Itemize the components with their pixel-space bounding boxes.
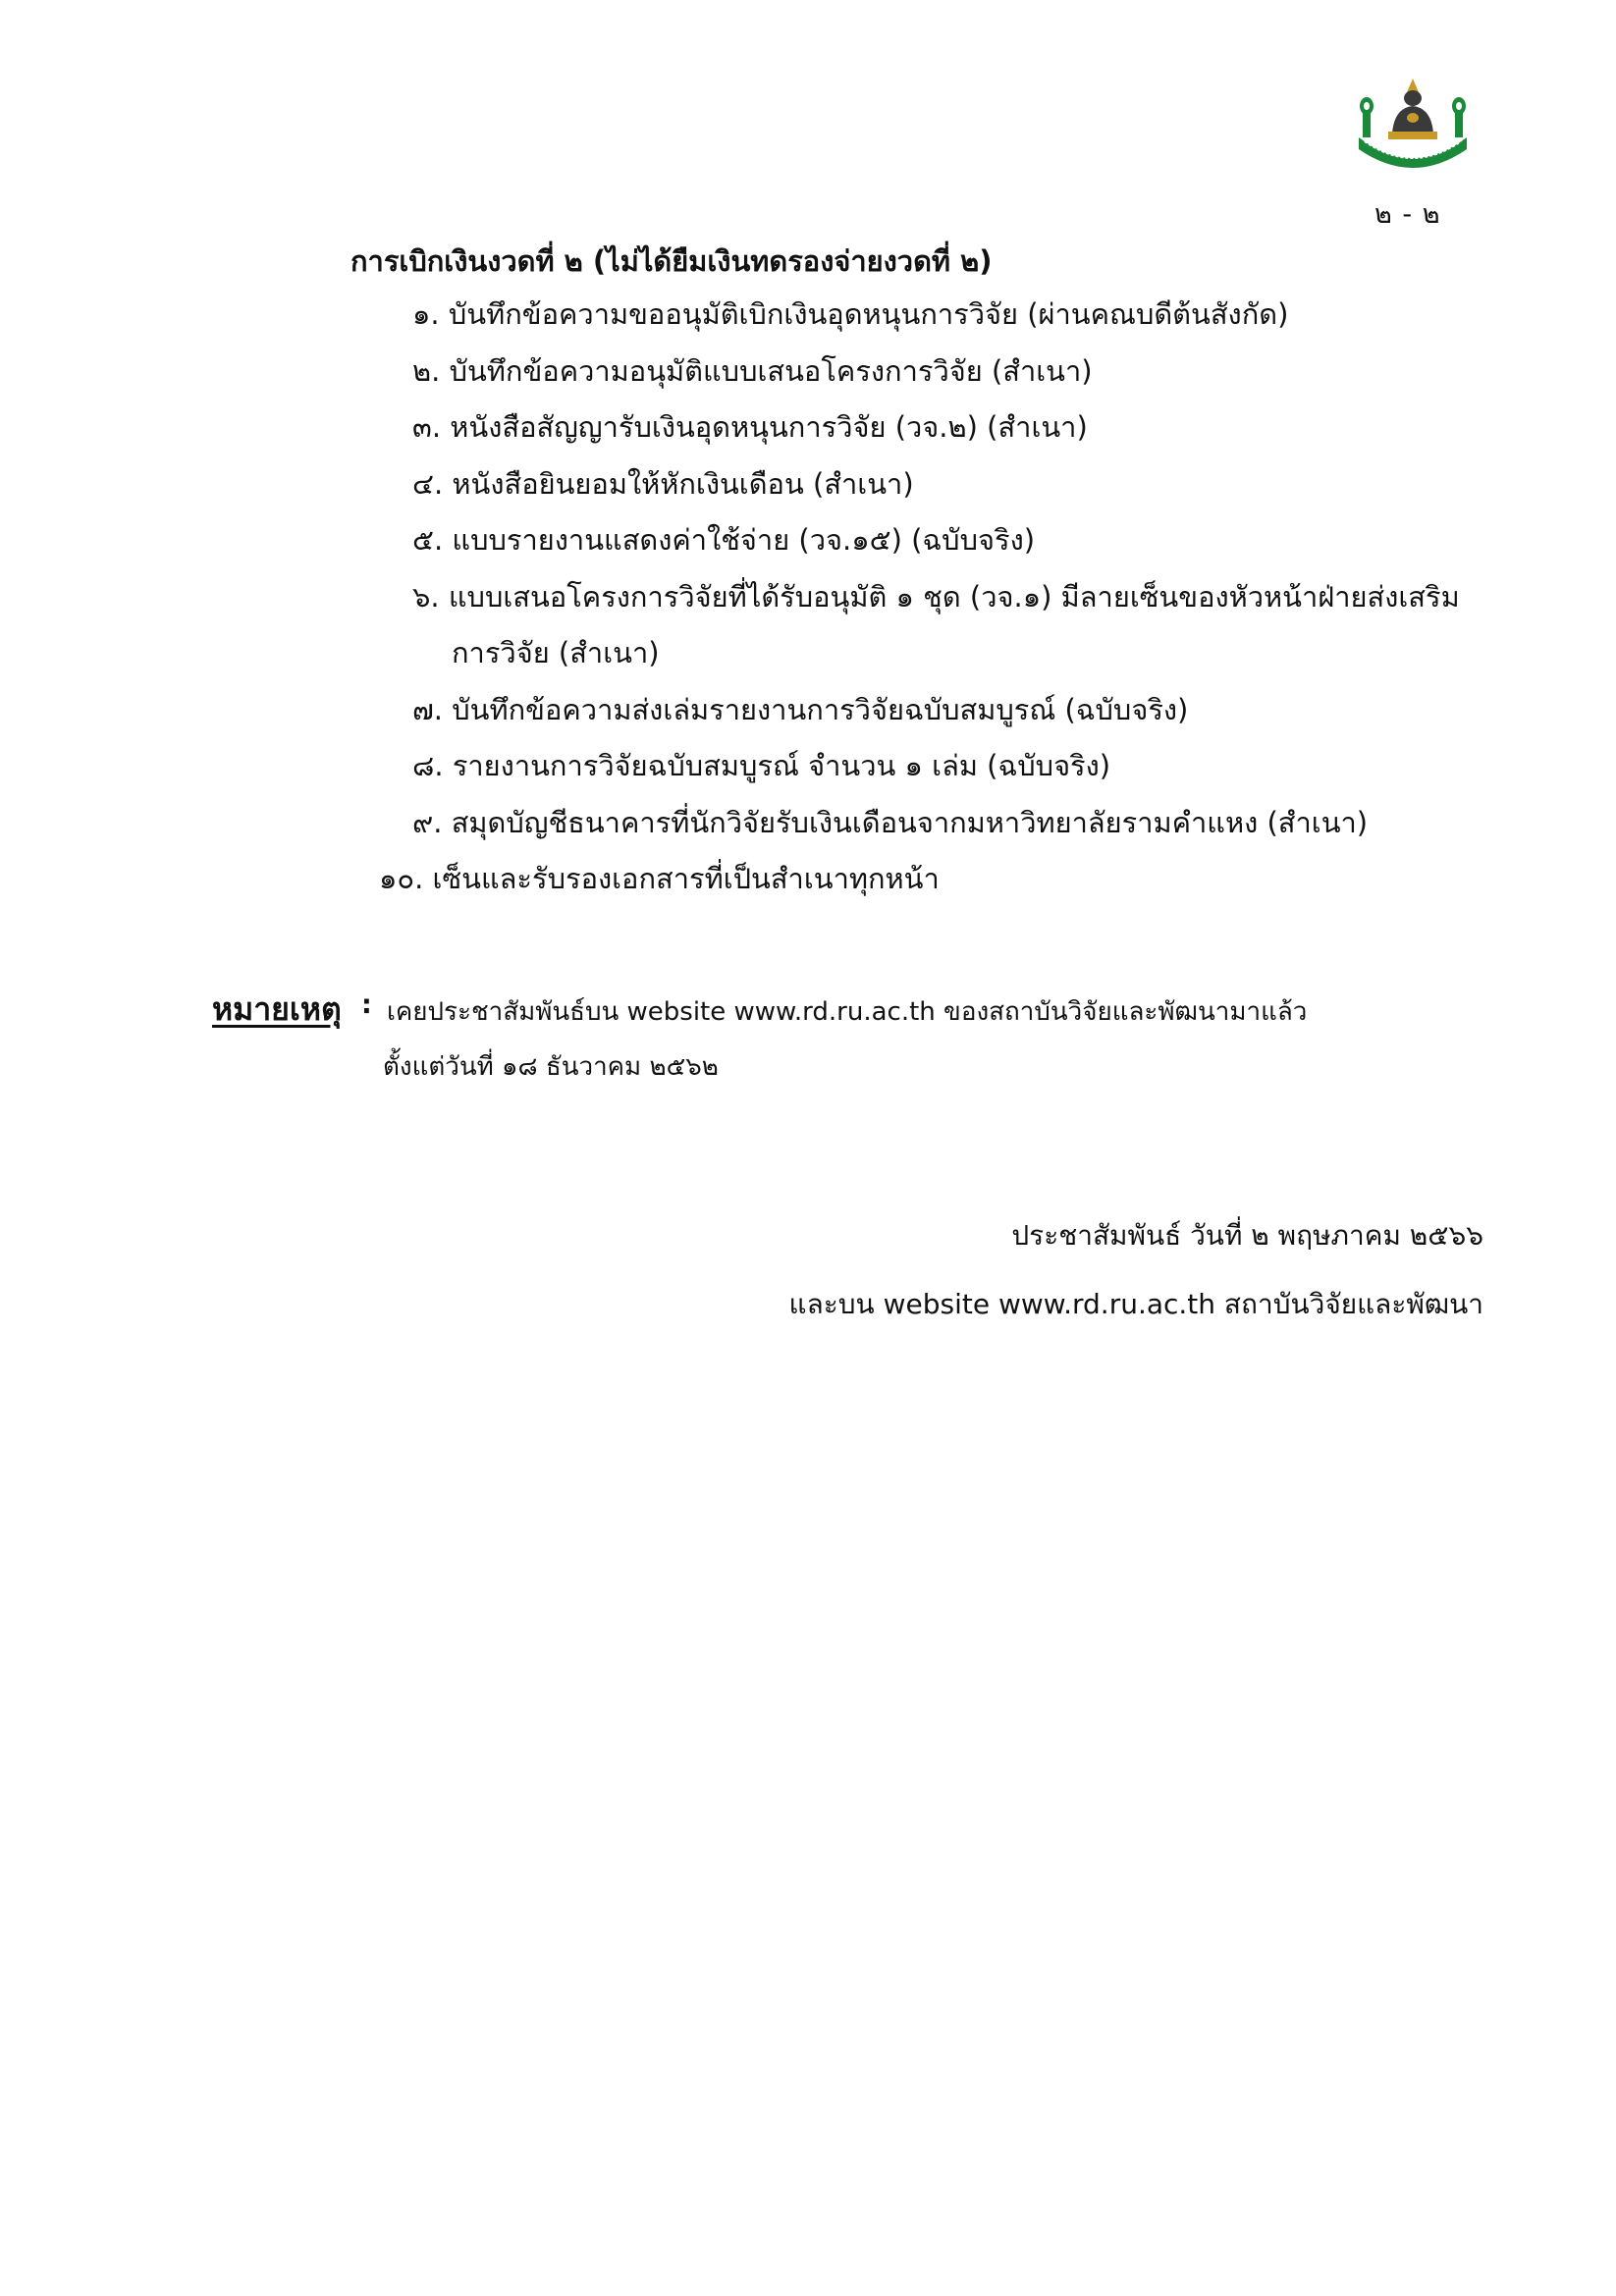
- list-item: ๓. หนังสือสัญญารับเงินอุดหนุนการวิจัย (วจ.๒) (สำเนา): [412, 410, 1088, 444]
- list-item: ๕. แบบรายงานแสดงค่าใช้จ่าย (วจ.๑๕) (ฉบับจริง): [412, 523, 1036, 557]
- list-item: ๑. บันทึกข้อความขออนุมัติเบิกเงินอุดหนุนการวิจัย (ผ่านคณบดีต้นสังกัด): [412, 297, 1289, 331]
- note-label: หมายเหตุ: [212, 990, 342, 1028]
- list-item: ๑๐. เซ็นและรับรองเอกสารที่เป็นสำเนาทุกหน้า: [379, 862, 940, 895]
- requirements-list: [0, 0, 1616, 942]
- page-number: ๒ - ๒: [1374, 199, 1441, 230]
- section-title: การเบิกเงินงวดที่ ๒ (ไม่ได้ยืมเงินทดรองจ่ายงวดที่ ๒): [350, 244, 993, 278]
- list-item: ๖. แบบเสนอโครงการวิจัยที่ได้รับอนุมัติ ๑ ชุด (วจ.๑) มีลายเซ็นของหัวหน้าฝ่ายส่งเสริม: [412, 580, 1460, 614]
- note-line-2: ตั้งแต่วันที่ ๑๘ ธันวาคม ๒๕๖๒: [383, 1052, 719, 1082]
- note-colon: :: [361, 989, 372, 1020]
- list-item: ๗. บันทึกข้อความส่งเล่มรายงานการวิจัยฉบับสมบูรณ์ (ฉบับจริง): [412, 693, 1189, 726]
- list-item-continuation: การวิจัย (สำเนา): [452, 636, 660, 669]
- list-item: ๔. หนังสือยินยอมให้หักเงินเดือน (สำเนา): [412, 467, 914, 501]
- footer-website-line: และบน website www.rd.ru.ac.th สถาบันวิจัยและพัฒนา: [788, 1288, 1483, 1320]
- list-item: ๒. บันทึกข้อความอนุมัติแบบเสนอโครงการวิจัย (สำเนา): [412, 354, 1093, 388]
- footer-announcement-date: ประชาสัมพันธ์ วันที่ ๒ พฤษภาคม ๒๕๖๖: [1011, 1219, 1483, 1252]
- note-line-1: เคยประชาสัมพันธ์บน website www.rd.ru.ac.th ของสถาบันวิจัยและพัฒนามาแล้ว: [387, 997, 1308, 1027]
- list-item: ๙. สมุดบัญชีธนาคารที่นักวิจัยรับเงินเดือนจากมหาวิทยาลัยรามคำแหง (สำเนา): [412, 806, 1369, 839]
- list-item: ๘. รายงานการวิจัยฉบับสมบูรณ์ จำนวน ๑ เล่ม (ฉบับจริง): [412, 749, 1111, 782]
